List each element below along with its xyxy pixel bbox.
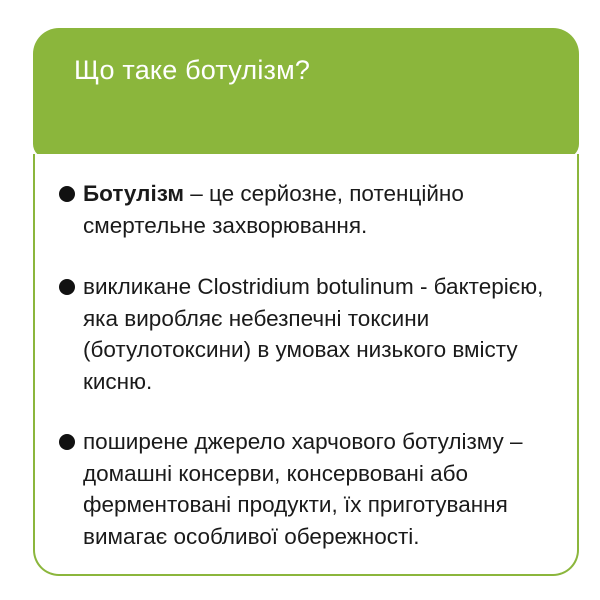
- bullet-term: Ботулізм: [83, 181, 184, 206]
- bullet-line: [83, 178, 569, 210]
- bullet-line: поширене джерело харчового ботулізму –: [83, 429, 523, 454]
- bullet-line: кисню.: [83, 368, 153, 394]
- bullet-dot-icon: [59, 279, 75, 295]
- bullet-line: яка виробляє небезпечні токсини: [83, 305, 430, 331]
- bullet-dot-icon: [59, 434, 75, 450]
- list-item: [59, 178, 569, 241]
- info-card: [33, 28, 579, 576]
- bullet-line: вимагає особливої обережності.: [83, 523, 420, 549]
- card-body: [33, 154, 579, 576]
- page-title: Що таке ботулізм?: [74, 55, 311, 85]
- bullet-line: (ботулотоксини) в умовах низького вмісту: [83, 337, 518, 362]
- list-item: [59, 271, 569, 397]
- bullet-dot-icon: [59, 186, 75, 202]
- bullet-line: викликане Clostridium botulinum - бактерією,: [83, 274, 544, 299]
- list-item: [59, 426, 569, 552]
- bullet-line: смертельне захворювання.: [83, 212, 368, 238]
- bullet-line: домашні консерви, консервовані або: [83, 460, 469, 486]
- bullet-line: ферментовані продукти, їх приготування: [83, 492, 508, 517]
- card-header: [33, 28, 579, 158]
- bullet-text: – це серйозне, потенційно: [183, 181, 464, 206]
